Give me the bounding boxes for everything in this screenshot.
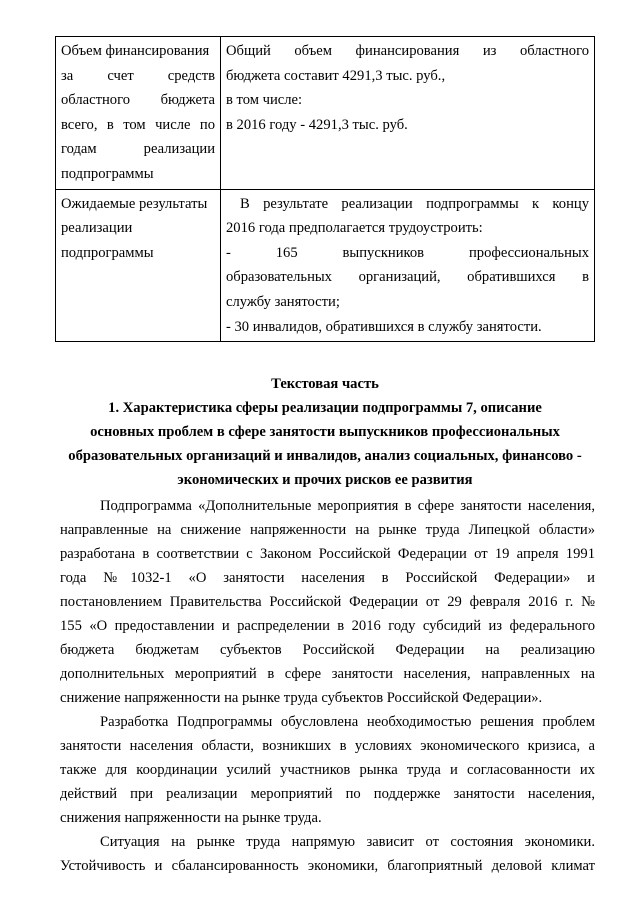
- table-row: [56, 37, 595, 190]
- cell-text-line: в том числе:: [226, 92, 303, 109]
- paragraph-line: действий при реализации мероприятий по поддержке занятости населения,: [60, 786, 595, 802]
- cell-text-line: - 30 инвалидов, обратившихся в службу занятости.: [226, 318, 542, 335]
- program-summary-table: [55, 36, 595, 342]
- paragraph-line: разработана в соответствии с Законом Российской Федерации от 19 апреля 1991: [60, 546, 595, 562]
- cell-text-line: за счет средств: [61, 67, 215, 84]
- table-cell-value: [221, 189, 595, 342]
- heading-title: Текстовая часть: [271, 376, 379, 392]
- paragraph-line: постановлением Правительства Российской Федерации от 29 февраля 2016 г. №: [60, 594, 595, 610]
- paragraph-line: года №1032-1 «О занятости населения в Российской Федерации» и: [60, 570, 595, 586]
- paragraph-line: Подпрограмма «Дополнительные мероприятия в сфере занятости населения,: [100, 498, 595, 514]
- paragraph: [60, 494, 595, 710]
- cell-text-line: реализации: [61, 220, 133, 237]
- paragraph-line: занятости населения области, возникших в условиях экономического кризиса, а: [60, 738, 595, 754]
- paragraph-line: 155 «О предоставлении и распределении в 2016 году субсидий из федерального: [60, 618, 595, 634]
- paragraph: [60, 830, 595, 878]
- cell-text-line: всего, в том числе по: [61, 116, 215, 133]
- table-cell-value: [221, 37, 595, 190]
- cell-text-line: областного бюджета: [61, 92, 215, 109]
- paragraph-line: снижения напряженности на рынке труда.: [60, 810, 322, 826]
- cell-text-line: - 165 выпускников профессиональных: [226, 244, 589, 261]
- paragraph: [60, 710, 595, 830]
- table-row: [56, 189, 595, 342]
- paragraph-line: Разработка Подпрограммы обусловлена необходимостью решения проблем: [100, 714, 595, 730]
- cell-text-line: образовательных организаций, обратившихся в: [226, 269, 589, 286]
- cell-text-line: Общий объем финансирования из областного: [226, 43, 589, 59]
- heading-line: основных проблем в сфере занятости выпускников профессиональных: [90, 424, 560, 440]
- paragraph-line: бюджета бюджетам субъектов Российской Федерации на реализацию: [60, 642, 595, 658]
- paragraph-line: также для координации усилий участников рынка труда и согласованности их: [60, 762, 595, 778]
- cell-text-line: службу занятости;: [226, 293, 340, 310]
- cell-text-line: подпрограммы: [61, 244, 154, 261]
- cell-text-line: В результате реализации подпрограммы к концу: [240, 195, 589, 212]
- cell-text-line: в 2016 году - 4291,3 тыс. руб.: [226, 116, 408, 133]
- section-heading: [55, 372, 595, 492]
- cell-text-line: подпрограммы: [61, 165, 154, 182]
- heading-line: образовательных организаций и инвалидов, анализ социальных, финансово -: [68, 448, 582, 464]
- cell-text-line: бюджета составит 4291,3 тыс. руб.,: [226, 67, 446, 84]
- paragraph-line: направленные на снижение напряженности на рынке труда Липецкой области»: [60, 522, 595, 538]
- body-text: [60, 494, 595, 878]
- paragraph-line: дополнительных мероприятий в сфере занятости населения, направленных на: [60, 666, 595, 682]
- table-cell-label: [56, 37, 221, 190]
- heading-line: 1. Характеристика сферы реализации подпрограммы 7, описание: [108, 400, 542, 416]
- paragraph-line: Устойчивость и сбалансированность экономики, благоприятный деловой климат: [60, 858, 595, 874]
- cell-text-line: годам реализации: [61, 141, 215, 158]
- paragraph-line: Ситуация на рынке труда напрямую зависит от состояния экономики.: [100, 834, 595, 850]
- cell-text-line: Объем финансирования: [61, 43, 210, 59]
- cell-text-line: Ожидаемые результаты: [61, 195, 208, 212]
- heading-line: экономических и прочих рисков ее развития: [177, 472, 473, 488]
- cell-text-line: 2016 года предполагается трудоустроить:: [226, 220, 483, 237]
- table-cell-label: [56, 189, 221, 342]
- paragraph-line: снижение напряженности на рынке труда субъектов Российской Федерации».: [60, 690, 543, 706]
